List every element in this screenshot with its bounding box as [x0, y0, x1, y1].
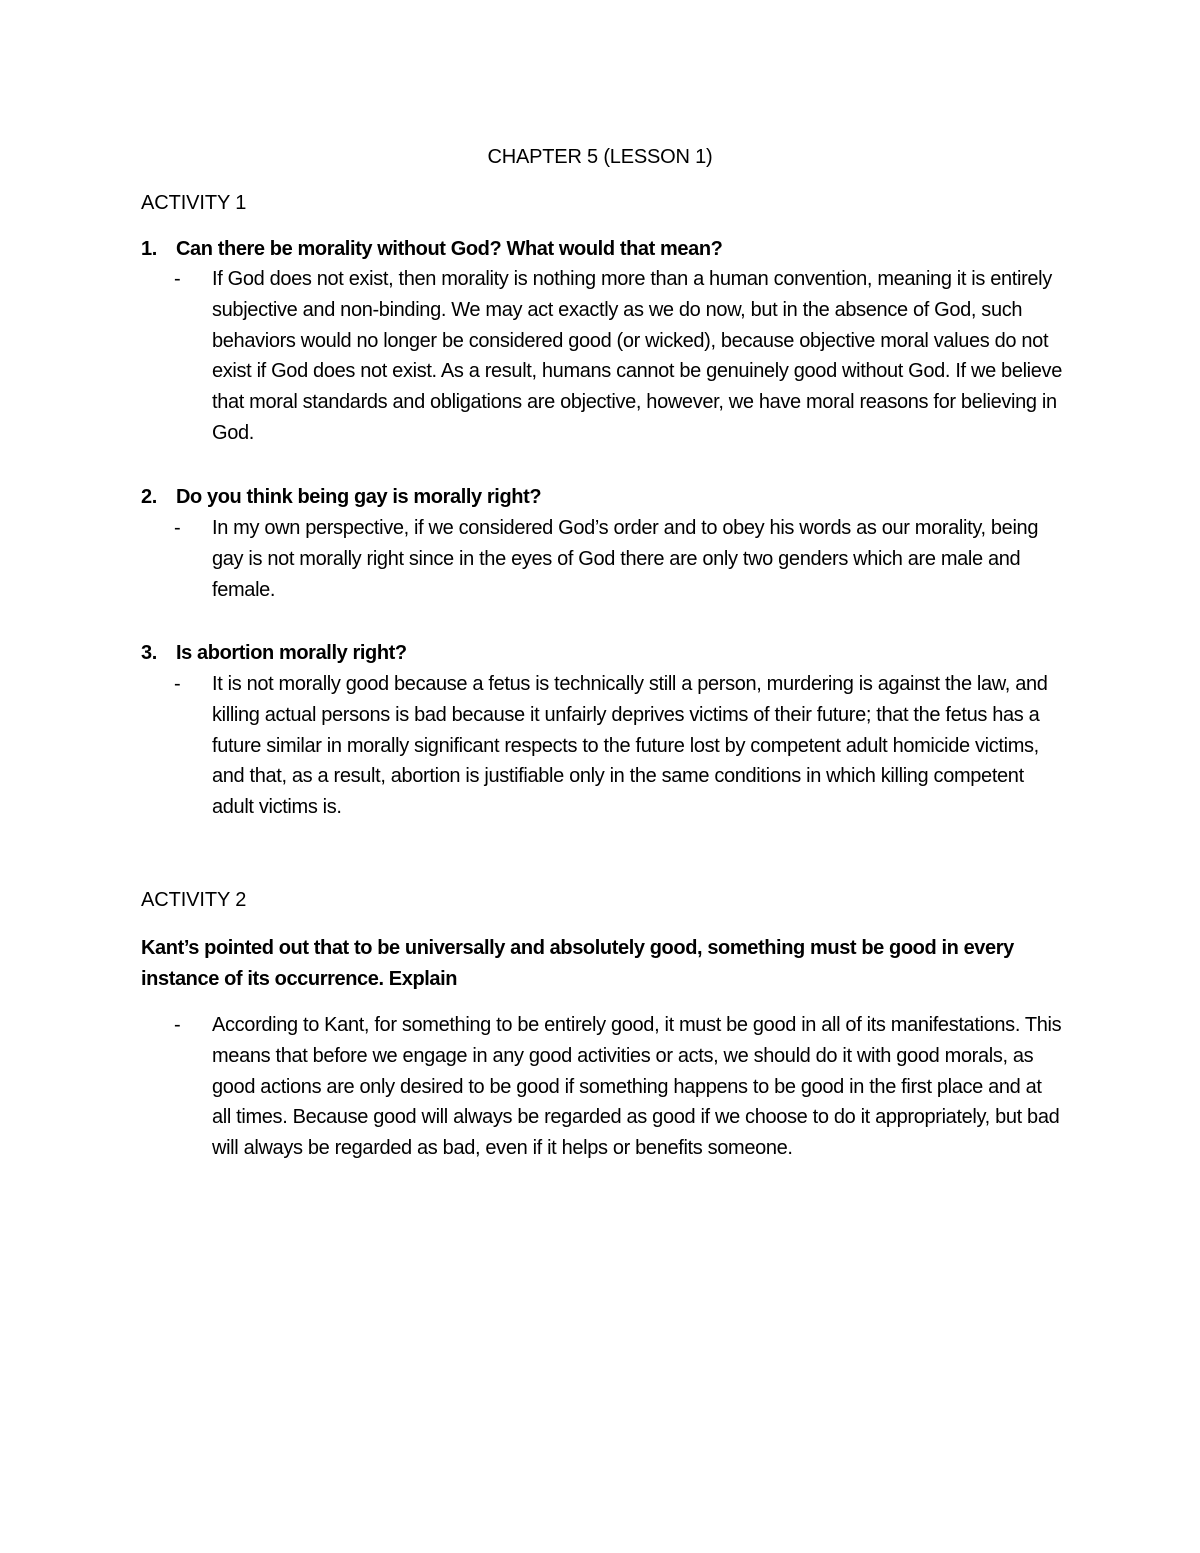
answer-2 — [174, 513, 1064, 605]
activity-2-heading: ACTIVITY 2 — [141, 889, 247, 911]
answer-3 — [174, 669, 1064, 823]
activity-1-heading: ACTIVITY 1 — [141, 192, 247, 214]
answer-1-text: If God does not exist, then morality is nothing more than a human convention, meaning it is entirely subjective and non-binding. We may act exactly as we do now, but in the absence of God, such behaviors would no longer be considered good (or wicked), because objective moral values do not exist if God does not exist. As a result, humans cannot be genuinely good without God. If we believe that moral standards and obligations are objective, however, we have moral reasons for believing in God. — [212, 268, 1062, 444]
answer-2-text: In my own perspective, if we considered God’s order and to obey his words as our morality, being gay is not morally right since in the eyes of God there are only two genders which are male and female. — [212, 517, 1039, 601]
activity-2-answer-text: According to Kant, for something to be entirely good, it must be good in all of its manifestations. This means that before we engage in any good activities or acts, we should do it with good morals, as good actions are only desired to be good if something happens to be good in the first place and at all times. Because good will always be regarded as good if we choose to do it appropriately, but bad will always be regarded as bad, even if it helps or benefits someone. — [212, 1014, 1062, 1160]
activity-2-prompt: Kant’s pointed out that to be universally and absolutely good, something must be good in every instance of its occurrence. Explain — [141, 937, 1014, 990]
question-3-number: 3. — [141, 642, 157, 664]
answer-3-bullet: - — [174, 673, 181, 695]
question-1-number: 1. — [141, 238, 157, 260]
answer-3-text: It is not morally good because a fetus is technically still a person, murdering is against the law, and killing actual persons is bad because it unfairly deprives victims of their future; that the fetus has a future similar in morally significant respects to the future lost by competent adult homicide victims, and that, as a result, abortion is justifiable only in the same conditions in which killing competent adult victims is. — [212, 673, 1048, 819]
answer-2-bullet: - — [174, 517, 181, 539]
question-3-text: Is abortion morally right? — [176, 642, 407, 664]
activity-2-answer — [174, 1010, 1064, 1164]
question-1-text: Can there be morality without God? What would that mean? — [176, 238, 723, 260]
question-2-text: Do you think being gay is morally right? — [176, 486, 542, 508]
answer-1 — [174, 264, 1064, 449]
question-2-number: 2. — [141, 486, 157, 508]
page-title: CHAPTER 5 (LESSON 1) — [487, 146, 713, 168]
answer-1-bullet: - — [174, 268, 181, 290]
activity-2-answer-bullet: - — [174, 1014, 181, 1036]
